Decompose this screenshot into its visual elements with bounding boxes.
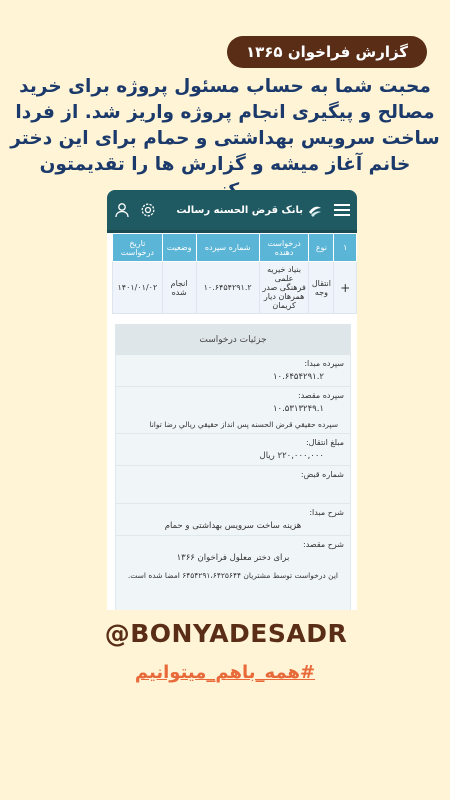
app-bar-actions [107,201,167,219]
cell-requester: بنیاد خیریه علمی فرهنگی صدر همرهان دیار کریمان [259,262,309,314]
dest-deposit-description: سپرده حقیقي قرض الحسنه پس انداز حقيقي ريالي رضا توانا [149,420,338,429]
bank-name: بانک قرض الحسنه رسالت [176,204,303,216]
receipt-label: شماره قبض: [300,470,344,479]
cell-type: انتقال وجه [309,262,334,314]
col-requester: درخواست دهنده [259,234,309,262]
user-icon[interactable] [113,201,131,219]
hashtag[interactable]: #همه_باهم_میتوانیم [134,662,316,683]
dest-description-label: شرح مقصد: [303,540,344,549]
request-details-panel [115,324,351,610]
source-deposit-value: ۱۰.۶۴۵۴۲۹۱.۲ [272,372,324,382]
bank-logo-icon [307,202,323,218]
amount-label: مبلغ انتقال: [305,438,344,447]
dest-description-field [116,536,350,584]
amount-field [116,434,350,466]
receipt-field [116,466,350,504]
expand-toggle[interactable]: + [334,262,357,314]
app-bar [107,190,357,230]
gear-icon[interactable] [139,201,157,219]
source-description-label: شرح مبدا: [309,508,344,517]
source-deposit-label: سپرده مبدا: [304,359,344,368]
requests-table [112,233,357,314]
signature-footer: این درخواست توسط مشتریان ۶۴۵۴۲۹۱،۶۴۲۵۶۴۴ امضا شده است. [127,571,338,580]
col-date: تاریخ درخواست [113,234,163,262]
table-header-row [113,234,357,262]
amount-value: ۲۲۰,۰۰۰,۰۰۰ ریال [259,451,324,461]
bank-app-screenshot [107,190,357,610]
post-headline: محبت شما به حساب مسئول پروژه برای خرید مصالح و پیگیری انجام پروژه واریز شد. از فردا ساخت سرویس بهداشتی و حمام برای این دختر خانم آغاز میشه و گزارش ها را تقدیمتون [10,76,440,175]
menu-icon[interactable] [327,204,357,216]
col-index: ۱ [334,234,357,262]
dest-deposit-field [116,387,350,434]
source-description-value: هزینه ساخت سرویس بهداشتی و حمام [164,521,302,531]
dest-deposit-value: ۱۰.۵۳۱۳۲۴۹.۱ [272,404,324,414]
dest-deposit-label: سپرده مقصد: [298,391,344,400]
col-status: وضعیت [162,234,196,262]
source-deposit-field [116,355,350,387]
instagram-handle[interactable]: @BONYADESADR [104,619,348,648]
cell-deposit: ۱۰.۶۴۵۴۲۹۱.۲ [196,262,259,314]
post-title: گزارش فراخوان ۱۳۶۵ [227,36,427,68]
table-row[interactable] [113,262,357,314]
cell-date: ۱۴۰۱/۰۱/۰۲ [113,262,163,314]
dest-description-value: برای دختر معلول فراخوان ۱۳۶۶ [176,553,290,563]
cell-status: انجام شده [162,262,196,314]
details-title: جزئیات درخواست [116,325,350,355]
col-type: نوع [309,234,334,262]
source-description-field [116,504,350,536]
col-deposit: شماره سپرده [196,234,259,262]
